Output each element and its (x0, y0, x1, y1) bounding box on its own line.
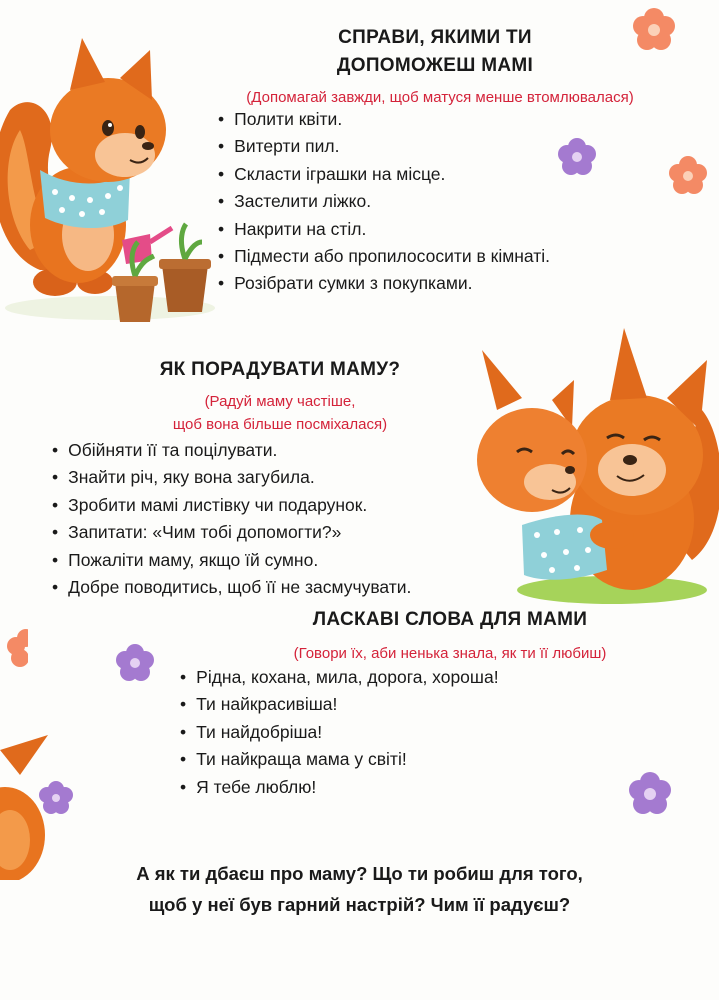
list-item: • Знайти річ, яку вона загубила. (52, 464, 411, 491)
closing-question (0, 858, 719, 920)
list-item: • Запитати: «Чим тобі допомогти?» (52, 519, 411, 546)
list-item: • Накрити на стіл. (218, 216, 550, 243)
section1-title-line2: ДОПОМОЖЕШ МАМІ (336, 55, 534, 76)
list-item: • Я тебе люблю! (180, 774, 499, 801)
list-item: • Підмести або пропилососити в кімнаті. (218, 243, 550, 270)
flower-icon (624, 768, 676, 820)
list-item: • Витерти пил. (218, 133, 550, 160)
squirrel-watering-illustration (0, 20, 225, 330)
section3-subtitle: (Говори їх, аби ненька знала, як ти її любиш) (293, 645, 607, 662)
closing-question-line1: А як ти дбаєш про маму? Що ти робиш для того, (136, 863, 583, 884)
list-item: • Розібрати сумки з покупками. (218, 270, 550, 297)
list-item: • Ти найкраща мама у світі! (180, 746, 499, 773)
list-item: • Полити квіти. (218, 106, 550, 133)
list-item: • Добре поводитись, щоб її не засмучувати. (52, 574, 411, 601)
list-item: • Пожаліти маму, якщо їй сумно. (52, 547, 411, 574)
section1-title (240, 24, 630, 80)
section2-list (52, 437, 411, 601)
section1-subtitle: (Допомагай завжди, щоб матуся менше втомлювалася) (246, 89, 634, 106)
flower-icon (112, 640, 158, 686)
flower-icon (628, 4, 680, 56)
squirrels-hugging-illustration (462, 320, 719, 610)
flower-icon (664, 152, 712, 200)
list-item: • Рідна, кохана, мила, дорога, хороша! (180, 664, 499, 691)
closing-question-line2: щоб у неї був гарний настрій? Чим її радуєш? (148, 894, 571, 915)
section1-title-line1: СПРАВИ, ЯКИМИ ТИ (338, 27, 532, 48)
list-item: • Ти найкрасивіша! (180, 691, 499, 718)
list-item: • Обійняти її та поцілувати. (52, 437, 411, 464)
flower-icon (36, 778, 76, 818)
section1-list (218, 106, 550, 298)
flower-icon (0, 626, 28, 672)
section3-list (180, 664, 499, 801)
section2-subtitle-line2: щоб вона більше посміхалася) (172, 416, 388, 433)
section2-title: ЯК ПОРАДУВАТИ МАМУ? (159, 359, 401, 380)
section2-subtitle (120, 390, 440, 436)
list-item: • Зробити мамі листівку чи подарунок. (52, 492, 411, 519)
section3-title: ЛАСКАВІ СЛОВА ДЛЯ МАМИ (312, 609, 588, 630)
list-item: • Ти найдобріша! (180, 719, 499, 746)
list-item: • Застелити ліжко. (218, 188, 550, 215)
flower-icon (554, 134, 600, 180)
list-item: • Скласти іграшки на місце. (218, 161, 550, 188)
section2-subtitle-line1: (Радуй маму частіше, (204, 393, 356, 410)
